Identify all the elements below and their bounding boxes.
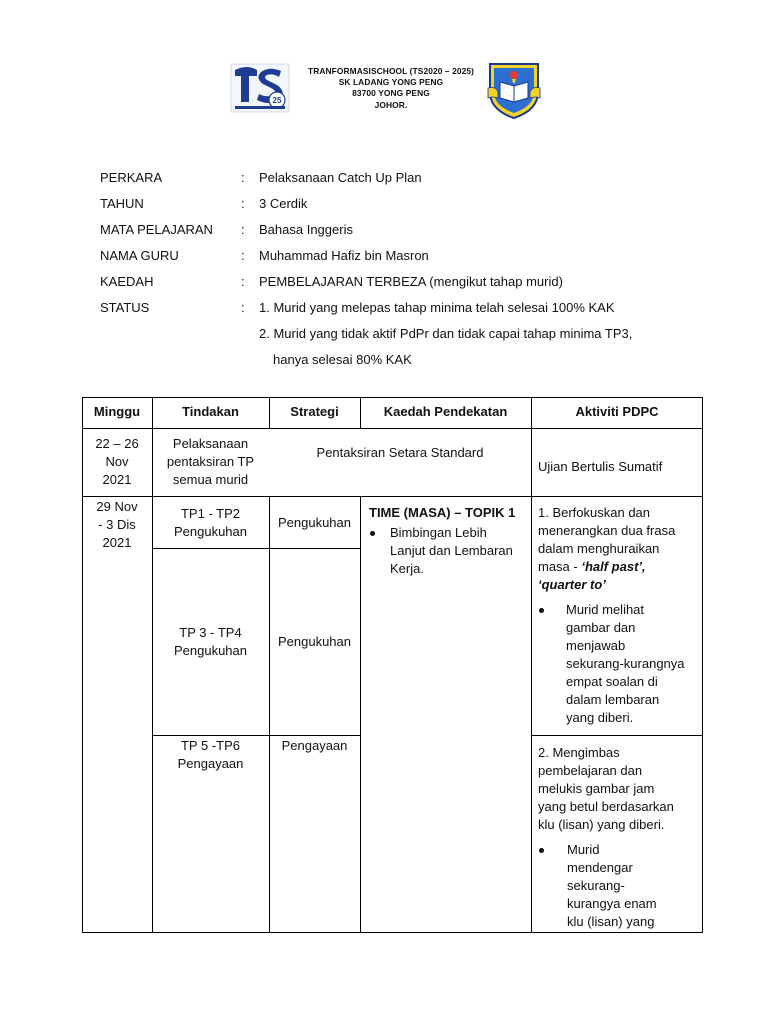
row2c-strategi: Pengayaan <box>281 738 348 753</box>
info-row-tahun <box>100 194 720 220</box>
table-rule <box>360 496 361 933</box>
aktiviti-line: klu (lisan) yang diberi. <box>538 817 665 832</box>
info-row-mata-pelajaran <box>100 220 720 246</box>
school-crest-logo <box>486 58 542 120</box>
phrase-half-past: ‘half past’, <box>581 559 646 574</box>
info-value: PEMBELAJARAN TERBEZA (mengikut tahap murid) <box>259 274 563 289</box>
info-label: KAEDAH <box>100 274 154 289</box>
status-continued-line: hanya selesai 80% KAK <box>273 352 412 367</box>
ts25-logo <box>229 62 291 116</box>
bullet-line: kurangya enam <box>567 896 657 911</box>
row2b-tindakan <box>152 624 269 660</box>
info-colon: : <box>241 196 245 211</box>
table-rule <box>82 496 703 497</box>
aktiviti-line: yang betul berdasarkan <box>538 799 674 814</box>
info-label: TAHUN <box>100 196 144 211</box>
kaedah-bullet-list <box>369 524 527 578</box>
tindakan-line: semua murid <box>172 472 249 487</box>
header-aktiviti-pdpc: Aktiviti PDPC <box>575 404 659 419</box>
tindakan-line: TP 5 -TP6 <box>180 738 240 753</box>
table-border <box>82 932 703 933</box>
catch-up-plan-table <box>82 397 703 933</box>
tindakan-line: Pengayaan <box>177 756 244 771</box>
info-row-perkara <box>100 168 720 194</box>
bullet-line: Murid melihat <box>566 602 645 617</box>
bullet-line: sekurang-kurangnya <box>566 656 685 671</box>
bullet-line: sekurang- <box>567 878 625 893</box>
bullet-line: mendengar <box>567 860 633 875</box>
table-rule <box>531 397 532 933</box>
header-minggu: Minggu <box>93 404 141 419</box>
aktiviti-bullet-item <box>538 601 700 727</box>
row2-kaedah <box>369 504 527 578</box>
bullet-line: Murid <box>567 842 600 857</box>
bullet-line: menjawab <box>566 638 626 653</box>
bullet-line: yang diberi. <box>566 710 634 725</box>
row2-aktiviti-2 <box>538 744 700 931</box>
bullet-line: empat soalan di <box>566 674 658 689</box>
header-tindakan: Tindakan <box>182 404 239 419</box>
bullet-line: Lanjut dan Lembaran <box>390 543 513 558</box>
info-row-status <box>100 298 720 324</box>
info-label: MATA PELAJARAN <box>100 222 213 237</box>
table-border <box>702 397 703 933</box>
date-line: Nov <box>105 454 129 469</box>
phrase-quarter-to: ‘quarter to’ <box>538 577 606 592</box>
tindakan-line: Pelaksanaan <box>172 436 249 451</box>
date-line: 29 Nov <box>96 499 138 514</box>
bullet-line: Kerja. <box>390 561 424 576</box>
tindakan-line: Pengukuhan <box>173 524 247 539</box>
info-colon: : <box>241 248 245 263</box>
school-program-line: TRANFORMASISCHOOL (TS2020 – 2025) <box>307 66 475 76</box>
info-label: STATUS <box>100 300 150 315</box>
table-rule <box>82 428 703 429</box>
info-value: Muhammad Hafiz bin Masron <box>259 248 429 263</box>
table-rule <box>152 548 361 549</box>
header-kaedah-pendekatan: Kaedah Pendekatan <box>383 404 508 419</box>
kaedah-topic-title: TIME (MASA) – TOPIK 1 <box>369 505 516 520</box>
aktiviti-line: melukis gambar jam <box>538 781 655 796</box>
date-line: 2021 <box>102 472 132 487</box>
row2b-strategi: Pengukuhan <box>277 634 351 649</box>
tindakan-line: TP 3 - TP4 <box>179 625 242 640</box>
info-value: Bahasa Inggeris <box>259 222 353 237</box>
tindakan-line: TP1 - TP2 <box>180 506 240 521</box>
aktiviti-line: pembelajaran dan <box>538 763 643 778</box>
info-value: Pelaksanaan Catch Up Plan <box>259 170 422 185</box>
school-name-line: SK LADANG YONG PENG <box>338 77 444 88</box>
table-rule <box>152 735 361 736</box>
date-line: 2021 <box>102 535 132 550</box>
aktiviti-line: menerangkan dua frasa <box>538 523 676 538</box>
school-state-line: JOHOR. <box>374 99 408 110</box>
info-value: 1. Murid yang melepas tahap minima telah selesai 100% KAK <box>259 300 615 315</box>
aktiviti-bullet-item <box>538 841 700 931</box>
tindakan-line: pentaksiran TP <box>166 454 255 469</box>
row2a-tindakan <box>152 505 269 541</box>
aktiviti-line: 2. Mengimbas <box>538 745 620 760</box>
aktiviti-line: dalam menghuraikan <box>538 541 660 556</box>
aktiviti-text: masa - <box>538 559 582 574</box>
bullet-line: gambar dan <box>566 620 636 635</box>
ts-logo-number: 25 <box>272 96 282 105</box>
info-colon: : <box>241 300 245 315</box>
aktiviti-bullet-list <box>538 601 700 727</box>
status-continued-line: 2. Murid yang tidak aktif PdPr dan tidak capai tahap minima TP3, <box>259 326 633 341</box>
table-border <box>82 397 703 398</box>
school-postcode-line: 83700 YONG PENG <box>352 88 430 99</box>
info-value: 3 Cerdik <box>259 196 308 211</box>
tindakan-line: Pengukuhan <box>173 643 247 658</box>
info-row-kaedah <box>100 272 720 298</box>
info-colon: : <box>241 274 245 289</box>
aktiviti-bullet-list <box>538 841 700 931</box>
row1-minggu <box>82 435 152 489</box>
info-colon: : <box>241 170 245 185</box>
row2a-strategi: Pengukuhan <box>277 515 351 530</box>
row1-aktiviti: Ujian Bertulis Sumatif <box>538 459 663 474</box>
info-row-nama-guru <box>100 246 720 272</box>
bullet-line: Bimbingan Lebih <box>390 525 487 540</box>
header-strategi: Strategi <box>290 404 339 419</box>
row2-aktiviti-1 <box>538 504 700 727</box>
aktiviti-line: 1. Berfokuskan dan <box>538 505 651 520</box>
table-rule <box>531 735 703 736</box>
row2-minggu <box>82 498 152 552</box>
info-label: NAMA GURU <box>100 248 179 263</box>
info-block <box>100 168 720 324</box>
document-header <box>0 58 768 128</box>
row2c-tindakan <box>152 737 269 773</box>
info-colon: : <box>241 222 245 237</box>
info-label: PERKARA <box>100 170 163 185</box>
bullet-line: dalam lembaran <box>566 692 660 707</box>
kaedah-bullet-item <box>369 524 527 578</box>
aktiviti-line <box>538 558 700 576</box>
row1-strategi-kaedah: Pentaksiran Setara Standard <box>316 445 484 460</box>
bullet-line: klu (lisan) yang <box>567 914 655 929</box>
row1-tindakan <box>152 435 269 489</box>
date-line: - 3 Dis <box>98 517 136 532</box>
school-address-block <box>300 66 482 111</box>
table-rule <box>269 496 270 933</box>
date-line: 22 – 26 <box>95 436 139 451</box>
